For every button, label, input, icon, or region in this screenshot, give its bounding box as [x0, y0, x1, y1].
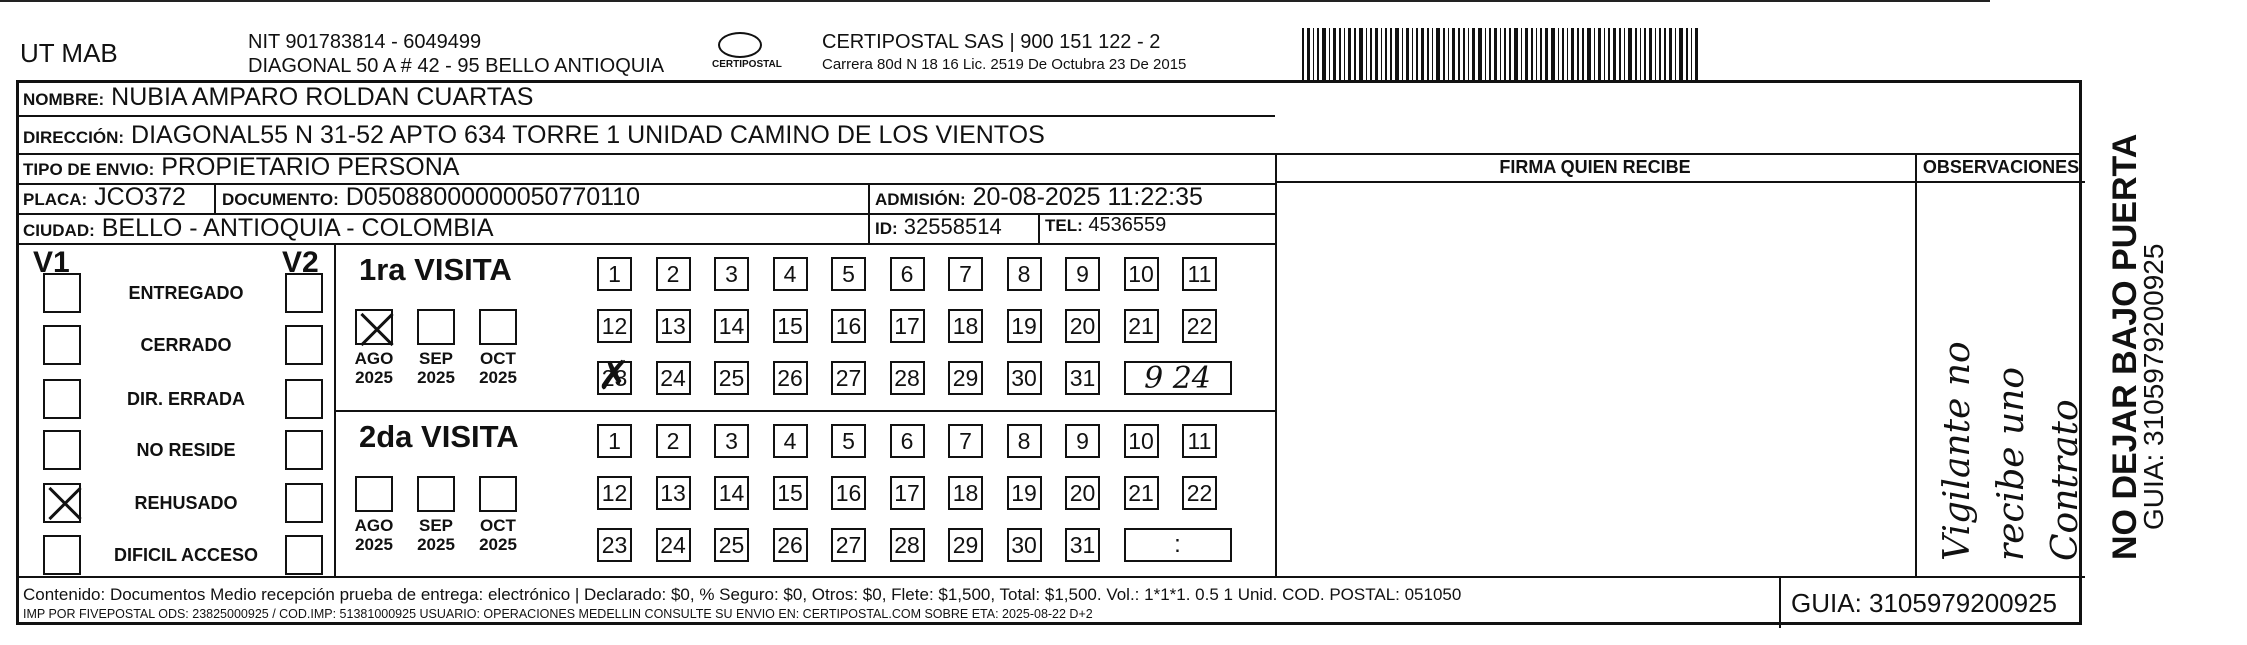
barcode-bar [1545, 28, 1548, 82]
day-box[interactable]: 3 [714, 257, 749, 291]
barcode-bar [1504, 28, 1506, 82]
barcode-bar [1669, 28, 1672, 82]
day-box[interactable]: 31 [1065, 528, 1100, 562]
rule [1038, 213, 1040, 243]
day-box[interactable]: 9 [1065, 257, 1100, 291]
month-label: OCT [480, 516, 516, 535]
barcode-bar [1381, 28, 1382, 82]
month-label: OCT [480, 349, 516, 368]
barcode-bar [1624, 28, 1625, 82]
placa-row [23, 183, 186, 212]
side-warning: NO DEJAR BAJO PUERTA [2106, 133, 2144, 560]
documento-value: D05088000000050770110 [345, 183, 641, 211]
day-box[interactable]: 11 [1182, 257, 1217, 291]
barcode-bar [1635, 28, 1637, 82]
month-caption [349, 516, 399, 554]
v2-checkbox[interactable] [285, 325, 323, 365]
state-label: DIR. ERRADA [126, 389, 245, 409]
day-box[interactable]: 13 [656, 309, 691, 343]
barcode-bar [1354, 28, 1356, 82]
month-label: SEP [418, 349, 454, 368]
barcode-bar [1644, 28, 1646, 82]
day-box[interactable]: 27 [831, 528, 866, 562]
day-box[interactable]: 20 [1065, 309, 1100, 343]
state-label: DIFICIL ACCESO [113, 545, 258, 565]
barcode-bar [1472, 28, 1475, 82]
admision-value: 20-08-2025 11:22:35 [972, 183, 1203, 211]
day-box[interactable]: 1 [597, 424, 632, 458]
barcode-bar [1366, 28, 1367, 82]
tipo-row [23, 153, 459, 182]
barcode-bar [1521, 28, 1522, 82]
day-box[interactable]: 27 [831, 361, 866, 395]
day-box[interactable]: 15 [773, 476, 808, 510]
day-box[interactable]: 15 [773, 309, 808, 343]
delivery-form [16, 80, 2086, 625]
v2-checkbox[interactable] [285, 483, 323, 523]
rule [1779, 576, 1781, 628]
v1-checkbox[interactable] [43, 430, 81, 470]
nombre-label: NOMBRE: [23, 90, 105, 109]
footer-contenido: Contenido: Documentos Medio recepción prueba de entrega: electrónico | Declarado: $0, % Seguro: $0, Otros: $0, Flete: $1,500, Total: $1,500. Vol.: 1*1*1. 0.5 1 Unid. COD. POSTAL: 051050 [23, 585, 1462, 604]
month-caption [349, 349, 399, 387]
day-box[interactable]: 28 [890, 528, 925, 562]
barcode-bar [1594, 28, 1595, 82]
barcode-bar [1558, 28, 1559, 82]
month-checkbox[interactable] [479, 476, 517, 512]
top-rule [0, 0, 1990, 2]
rule [19, 576, 2085, 578]
barcode-bar [1427, 28, 1429, 82]
barcode-bar [1485, 28, 1486, 82]
tipo-label: TIPO DE ENVIO: [23, 160, 155, 179]
day-box[interactable]: 14 [714, 309, 749, 343]
month-checkbox[interactable] [355, 476, 393, 512]
day-box[interactable]: 6 [890, 424, 925, 458]
day-box[interactable]: 19 [1007, 476, 1042, 510]
barcode-bar [1333, 28, 1336, 82]
day-box[interactable]: 4 [773, 257, 808, 291]
barcode-bar [1604, 28, 1605, 82]
firma-header: FIRMA QUIEN RECIBE [1499, 157, 1691, 177]
admision-label: ADMISIÓN: [875, 190, 966, 209]
rule [868, 183, 870, 243]
day-box[interactable]: 7 [948, 257, 983, 291]
month-caption [473, 349, 523, 387]
barcode-bar [1514, 28, 1518, 82]
day-box[interactable]: 6 [890, 257, 925, 291]
v1-checkbox[interactable] [43, 483, 81, 523]
tipo-value: PROPIETARIO PERSONA [161, 153, 460, 181]
barcode-bar [1695, 28, 1698, 82]
handwritten-note: Contrato [2045, 399, 2086, 561]
month-caption [411, 516, 461, 554]
state-label: CERRADO [140, 335, 232, 355]
sender-nit: NIT 901783814 - 6049499 [248, 31, 482, 53]
company-license: Carrera 80d N 18 16 Lic. 2519 De Octubra 23 De 2015 [822, 56, 1187, 73]
barcode-bar [1432, 28, 1433, 82]
v1-checkbox[interactable] [43, 379, 81, 419]
rule [214, 183, 216, 213]
direccion-label: DIRECCIÓN: [23, 128, 125, 147]
day-box[interactable]: 17 [890, 309, 925, 343]
day-box[interactable]: 21 [1124, 309, 1159, 343]
handwritten-note: recibe uno [1991, 366, 2032, 561]
barcode-bar [1359, 28, 1363, 82]
barcode-bar [1390, 28, 1392, 82]
placa-value: JCO372 [94, 183, 186, 211]
barcode-bar [1628, 28, 1632, 82]
barcode-bar [1375, 28, 1378, 82]
day-box[interactable]: 12 [597, 309, 632, 343]
state-label: ENTREGADO [128, 283, 244, 303]
rule [19, 243, 1275, 245]
v1-header: V1 [33, 246, 70, 279]
day-box[interactable]: 8 [1007, 424, 1042, 458]
day-box[interactable]: 12 [597, 476, 632, 510]
tel-label: TEL: [1045, 216, 1083, 235]
logo-text: CERTIPOSTAL [712, 59, 782, 70]
day-box[interactable]: 11 [1182, 424, 1217, 458]
v2-checkbox[interactable] [285, 430, 323, 470]
barcode-bar [1458, 28, 1460, 82]
tel-value: 4536559 [1088, 214, 1167, 236]
day-box[interactable]: 7 [948, 424, 983, 458]
barcode-bar [1649, 28, 1652, 82]
month-label: SEP [418, 516, 454, 535]
rule [19, 115, 1275, 117]
barcode [1302, 28, 1934, 82]
day-box[interactable]: 16 [831, 476, 866, 510]
barcode-bar [1463, 28, 1465, 82]
barcode-bar [1536, 28, 1537, 82]
month-checkbox[interactable] [417, 476, 455, 512]
day-box[interactable]: 30 [1007, 528, 1042, 562]
day-box[interactable]: 2 [656, 424, 691, 458]
day-box[interactable]: 25 [714, 528, 749, 562]
barcode-bar [1608, 28, 1610, 82]
day-box[interactable]: 30 [1007, 361, 1042, 395]
v2-checkbox[interactable] [285, 379, 323, 419]
day-box[interactable]: 9 [1065, 424, 1100, 458]
v1-checkbox[interactable] [43, 535, 81, 575]
side-guia: GUIA: 3105979200925 [2138, 243, 2169, 530]
placa-label: PLACA: [23, 190, 88, 209]
barcode-bar [1421, 28, 1424, 82]
day-box[interactable]: 21 [1124, 476, 1159, 510]
company-info: CERTIPOSTAL SAS | 900 151 122 - 2 [822, 31, 1161, 53]
day-box[interactable]: 8 [1007, 257, 1042, 291]
day-box[interactable]: 4 [773, 424, 808, 458]
barcode-bar [1582, 28, 1584, 82]
day-box[interactable]: 31 [1065, 361, 1100, 395]
v1-checkbox[interactable] [43, 273, 81, 313]
v2-header: V2 [282, 246, 319, 279]
barcode-bar [1313, 28, 1314, 82]
month-label: AGO [354, 349, 394, 368]
barcode-bar [1416, 28, 1418, 82]
month-checkbox[interactable] [417, 309, 455, 345]
day-box[interactable]: 13 [656, 476, 691, 510]
barcode-bar [1540, 28, 1542, 82]
day-box[interactable]: 19 [1007, 309, 1042, 343]
visit1-title: 1ra VISITA [359, 252, 512, 287]
day-box[interactable]: 5 [831, 424, 866, 458]
month-label: AGO [354, 516, 394, 535]
footer-imp: IMP POR FIVEPOSTAL ODS: 23825000925 / COD.IMP: 51381000925 USUARIO: OPERACIONES MEDELLIN CONSULTE SU ENVIO EN: CERTIPOSTAL.COM SOBRE ETA: 2025-08-22 D+2 [23, 607, 1093, 621]
day-box[interactable]: 29 [948, 528, 983, 562]
barcode-bar [1302, 28, 1304, 82]
barcode-bar [1571, 28, 1574, 82]
rule [1275, 181, 2085, 183]
barcode-bar [1344, 28, 1345, 82]
barcode-bar [1468, 28, 1469, 82]
day-box[interactable]: 26 [773, 361, 808, 395]
barcode-bar [1598, 28, 1601, 82]
month-checkbox[interactable] [355, 309, 393, 345]
day-box[interactable]: 18 [948, 476, 983, 510]
day-box[interactable]: 5 [831, 257, 866, 291]
day-box[interactable]: 17 [890, 476, 925, 510]
day-box[interactable]: 28 [890, 361, 925, 395]
rule [334, 243, 336, 576]
ciudad-value: BELLO - ANTIOQUIA - COLOMBIA [101, 214, 494, 242]
barcode-bar [1562, 28, 1564, 82]
year-label: 2025 [417, 535, 455, 554]
barcode-bar [1531, 28, 1533, 82]
rule [334, 410, 1275, 412]
id-label: ID: [875, 219, 898, 238]
day-box[interactable]: 18 [948, 309, 983, 343]
v2-checkbox[interactable] [285, 273, 323, 313]
barcode-bar [1478, 28, 1482, 82]
year-label: 2025 [479, 535, 517, 554]
observaciones-header: OBSERVACIONES [1922, 157, 2080, 177]
barcode-bar [1619, 28, 1621, 82]
barcode-bar [1322, 28, 1326, 82]
day-box[interactable]: 24 [656, 361, 691, 395]
v1-checkbox[interactable] [43, 325, 81, 365]
visit2-title: 2da VISITA [359, 419, 519, 454]
rule [1915, 153, 1917, 576]
sender-address: DIAGONAL 50 A # 42 - 95 BELLO ANTIOQUIA [248, 55, 665, 77]
day-box[interactable]: 3 [714, 424, 749, 458]
tel-row [1045, 214, 1166, 237]
day-box[interactable]: 29 [948, 361, 983, 395]
barcode-bar [1675, 28, 1676, 82]
direccion-value: DIAGONAL55 N 31-52 APTO 634 TORRE 1 UNIDAD CAMINO DE LOS VIENTOS [131, 121, 1045, 149]
barcode-bar [1613, 28, 1616, 82]
state-label: REHUSADO [134, 493, 238, 513]
year-label: 2025 [417, 368, 455, 387]
barcode-bar [1339, 28, 1341, 82]
day-box[interactable]: 23 [597, 528, 632, 562]
barcode-bar [1448, 28, 1449, 82]
barcode-bar [1640, 28, 1641, 82]
day-box[interactable]: 10 [1124, 424, 1159, 458]
certipostal-logo-icon [718, 32, 762, 58]
nombre-row [23, 83, 534, 112]
direccion-row [23, 121, 1045, 150]
month-caption [473, 516, 523, 554]
day-box[interactable]: 22 [1182, 309, 1217, 343]
footer-guia: GUIA: 3105979200925 [1791, 588, 2057, 618]
year-label: 2025 [479, 368, 517, 387]
day-box[interactable]: 14 [714, 476, 749, 510]
day-box[interactable]: 20 [1065, 476, 1100, 510]
barcode-bar [1500, 28, 1501, 82]
day-box[interactable]: 1 [597, 257, 632, 291]
year-label: 2025 [355, 368, 393, 387]
barcode-bar [1494, 28, 1497, 82]
day-box[interactable]: 26 [773, 528, 808, 562]
sender-code: UT MAB [20, 38, 118, 68]
barcode-bar [1452, 28, 1455, 82]
handwritten-note: Vigilante no [1937, 341, 1978, 561]
barcode-bar [1655, 28, 1656, 82]
documento-label: DOCUMENTO: [222, 190, 339, 209]
barcode-bar [1525, 28, 1528, 82]
barcode-bar [1329, 28, 1330, 82]
state-label: NO RESIDE [136, 440, 236, 460]
day-box[interactable]: 23 ✗ [597, 361, 632, 395]
barcode-bar [1307, 28, 1310, 82]
id-value: 32558514 [903, 214, 1002, 239]
rule [1275, 153, 1277, 576]
barcode-bar [1664, 28, 1666, 82]
v2-checkbox[interactable] [285, 535, 323, 575]
day-box[interactable]: 24 [656, 528, 691, 562]
time-box[interactable]: 9 24 [1124, 361, 1232, 395]
barcode-bar [1443, 28, 1445, 82]
barcode-bar [1587, 28, 1591, 82]
day-box[interactable]: 25 [714, 361, 749, 395]
barcode-bar [1679, 28, 1683, 82]
nombre-value: NUBIA AMPARO ROLDAN CUARTAS [111, 83, 534, 111]
barcode-bar [1691, 28, 1692, 82]
documento-row [222, 183, 640, 212]
ciudad-label: CIUDAD: [23, 221, 95, 240]
barcode-bar [1436, 28, 1440, 82]
barcode-bar [1567, 28, 1568, 82]
time-box[interactable]: : [1124, 528, 1232, 562]
barcode-bar [1317, 28, 1319, 82]
day-box[interactable]: 22 [1182, 476, 1217, 510]
barcode-bar [1412, 28, 1413, 82]
admision-row [875, 183, 1203, 212]
barcode-bar [1577, 28, 1579, 82]
ciudad-row [23, 214, 494, 243]
year-label: 2025 [355, 535, 393, 554]
barcode-bar [1489, 28, 1491, 82]
day-box[interactable]: 10 [1124, 257, 1159, 291]
barcode-bar [1395, 28, 1399, 82]
barcode-bar [1402, 28, 1403, 82]
barcode-bar [1551, 28, 1555, 82]
barcode-bar [1370, 28, 1372, 82]
barcode-bar [1686, 28, 1688, 82]
month-caption [411, 349, 461, 387]
day-box[interactable]: 2 [656, 257, 691, 291]
month-checkbox[interactable] [479, 309, 517, 345]
barcode-bar [1659, 28, 1661, 82]
id-row [875, 214, 1002, 240]
barcode-bar [1348, 28, 1351, 82]
barcode-bar [1406, 28, 1409, 82]
day-box[interactable]: 16 [831, 309, 866, 343]
barcode-bar [1385, 28, 1387, 82]
barcode-bar [1509, 28, 1511, 82]
